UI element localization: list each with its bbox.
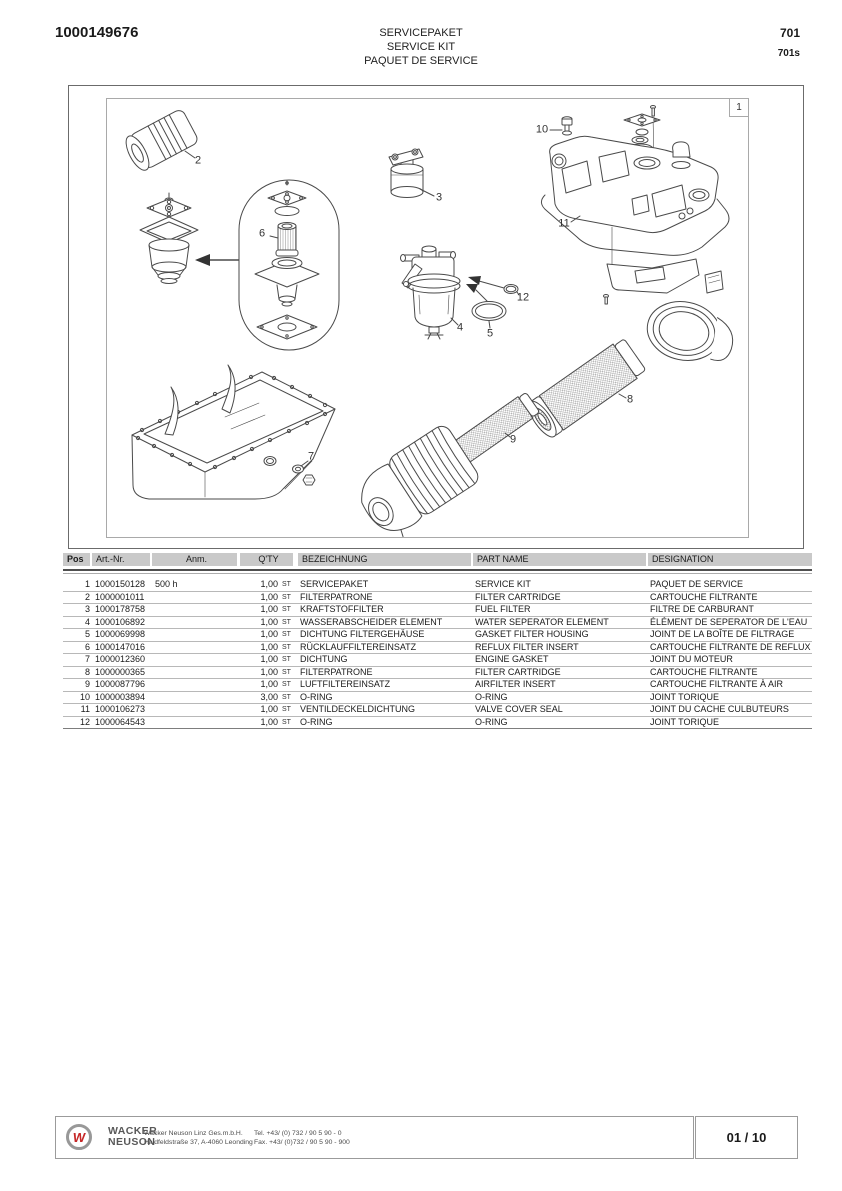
callout-3: 3 — [435, 191, 443, 204]
diagram-canvas — [106, 98, 749, 538]
header-rule-thin — [63, 573, 812, 574]
title-german: SERVICEPAKET — [379, 27, 463, 39]
table-row: 12 1000064543 1,00 ST O-RING O-RING JOINT TORIQUE — [63, 717, 812, 730]
column-header-qty: Q'TY — [240, 553, 293, 566]
diagram-frame — [68, 85, 804, 549]
document-number: 1000149676 — [55, 24, 139, 41]
table-row: 1 1000150128 500 h 1,00 ST SERVICEPAKET SERVICE KIT PAQUET DE SERVICE — [63, 579, 812, 592]
callout-10: 10 — [535, 123, 549, 136]
callout-11: 11 — [558, 217, 570, 230]
group-code-suffix: 701s — [777, 48, 800, 59]
column-header-designation: DESIGNATION — [648, 553, 812, 566]
callout-4: 4 — [456, 321, 464, 334]
oil-filter-part-2 — [122, 108, 200, 173]
air-filter-part-8 — [524, 337, 647, 441]
table-row: 3 1000178758 1,00 ST KRAFTSTOFFILTER FUEL FILTER FILTRE DE CARBURANT — [63, 604, 812, 617]
diagram-sheet-tag: 1 — [729, 98, 749, 117]
column-header-art-nr: Art.-Nr. — [92, 553, 150, 566]
title-english: SERVICE KIT — [386, 41, 456, 53]
parts-table — [63, 553, 812, 729]
group-code: 701 — [779, 26, 800, 40]
brand-name: WACKER NEUSON — [108, 1125, 158, 1148]
column-header-pos: Pos — [63, 553, 90, 566]
callout-5: 5 — [486, 327, 494, 340]
page-title — [364, 26, 478, 68]
callout-6: 6 — [258, 227, 266, 240]
water-separator-part-4 — [401, 246, 464, 339]
table-row: 6 1000147016 1,00 ST RÜCKLAUFFILTEREINSATZ REFLUX FILTER INSERT CARTOUCHE FILTRANTE DE REFLUX — [63, 642, 812, 655]
table-row: 9 1000087796 1,00 ST LUFTFILTEREINSATZ AIRFILTER INSERT CARTOUCHE FILTRANTE À AIR — [63, 679, 812, 692]
logo-w-glyph: W — [71, 1129, 87, 1145]
parts-table-header — [63, 553, 812, 566]
company-street: Haidfeldstraße 37, A-4060 Leonding — [144, 1138, 253, 1146]
company-fax: Fax. +43/ (0)732 / 90 5 90 - 900 — [254, 1138, 350, 1146]
header-rule-thick — [63, 569, 812, 571]
callout-9: 9 — [509, 433, 517, 446]
page-number: 01 / 10 — [726, 1130, 767, 1145]
intake-ring — [642, 295, 739, 370]
footer-company-box — [55, 1116, 694, 1159]
o-ring-part-5 — [472, 302, 506, 321]
company-tel: Tel. +43/ (0) 732 / 90 5 90 - 0 — [254, 1130, 342, 1137]
bolt-part-10 — [562, 117, 572, 135]
column-header-part-name: PART NAME — [473, 553, 646, 566]
callout-12: 12 — [516, 291, 530, 304]
page-number-box — [695, 1116, 798, 1159]
callout-8: 8 — [626, 393, 634, 406]
column-header-anm: Anm. — [152, 553, 237, 566]
table-row: 10 1000003894 3,00 ST O-RING O-RING JOINT TORIQUE — [63, 692, 812, 705]
filter-assembly — [140, 193, 198, 284]
company-address — [144, 1130, 253, 1147]
title-french: PAQUET DE SERVICE — [364, 55, 478, 67]
company-contact — [254, 1130, 350, 1147]
table-row: 4 1000106892 1,00 ST WASSERABSCHEIDER ELEMENT WATER SEPERATOR ELEMENT ÉLÉMENT DE SEPERATOR DE L'EAU — [63, 617, 812, 630]
fuel-filter-part-3 — [389, 149, 423, 198]
table-row: 8 1000000365 1,00 ST FILTERPATRONE FILTER CARTRIDGE CARTOUCHE FILTRANTE — [63, 667, 812, 680]
column-header-bezeichnung: BEZEICHNUNG — [298, 553, 471, 566]
company-name: Wacker Neuson Linz Ges.m.b.H. — [144, 1130, 243, 1137]
callout-7: 7 — [307, 450, 315, 463]
table-row: 5 1000069998 1,00 ST DICHTUNG FILTERGEHÄUSE GASKET FILTER HOUSING JOINT DE LA BOÎTE DE FILTRAGE — [63, 629, 812, 642]
table-row: 7 1000012360 1,00 ST DICHTUNG ENGINE GASKET JOINT DU MOTEUR — [63, 654, 812, 667]
oil-pan-part-7 — [132, 365, 335, 499]
parts-table-body — [63, 579, 812, 729]
callout-2: 2 — [194, 154, 202, 167]
wacker-neuson-logo-icon — [66, 1124, 92, 1150]
table-row: 2 1000001011 1,00 ST FILTERPATRONE FILTER CARTRIDGE CARTOUCHE FILTRANTE — [63, 592, 812, 605]
table-row: 11 1000106273 1,00 ST VENTILDECKELDICHTUNG VALVE COVER SEAL JOINT DU CACHE CULBUTEURS — [63, 704, 812, 717]
exploded-parts-drawing — [107, 99, 748, 537]
